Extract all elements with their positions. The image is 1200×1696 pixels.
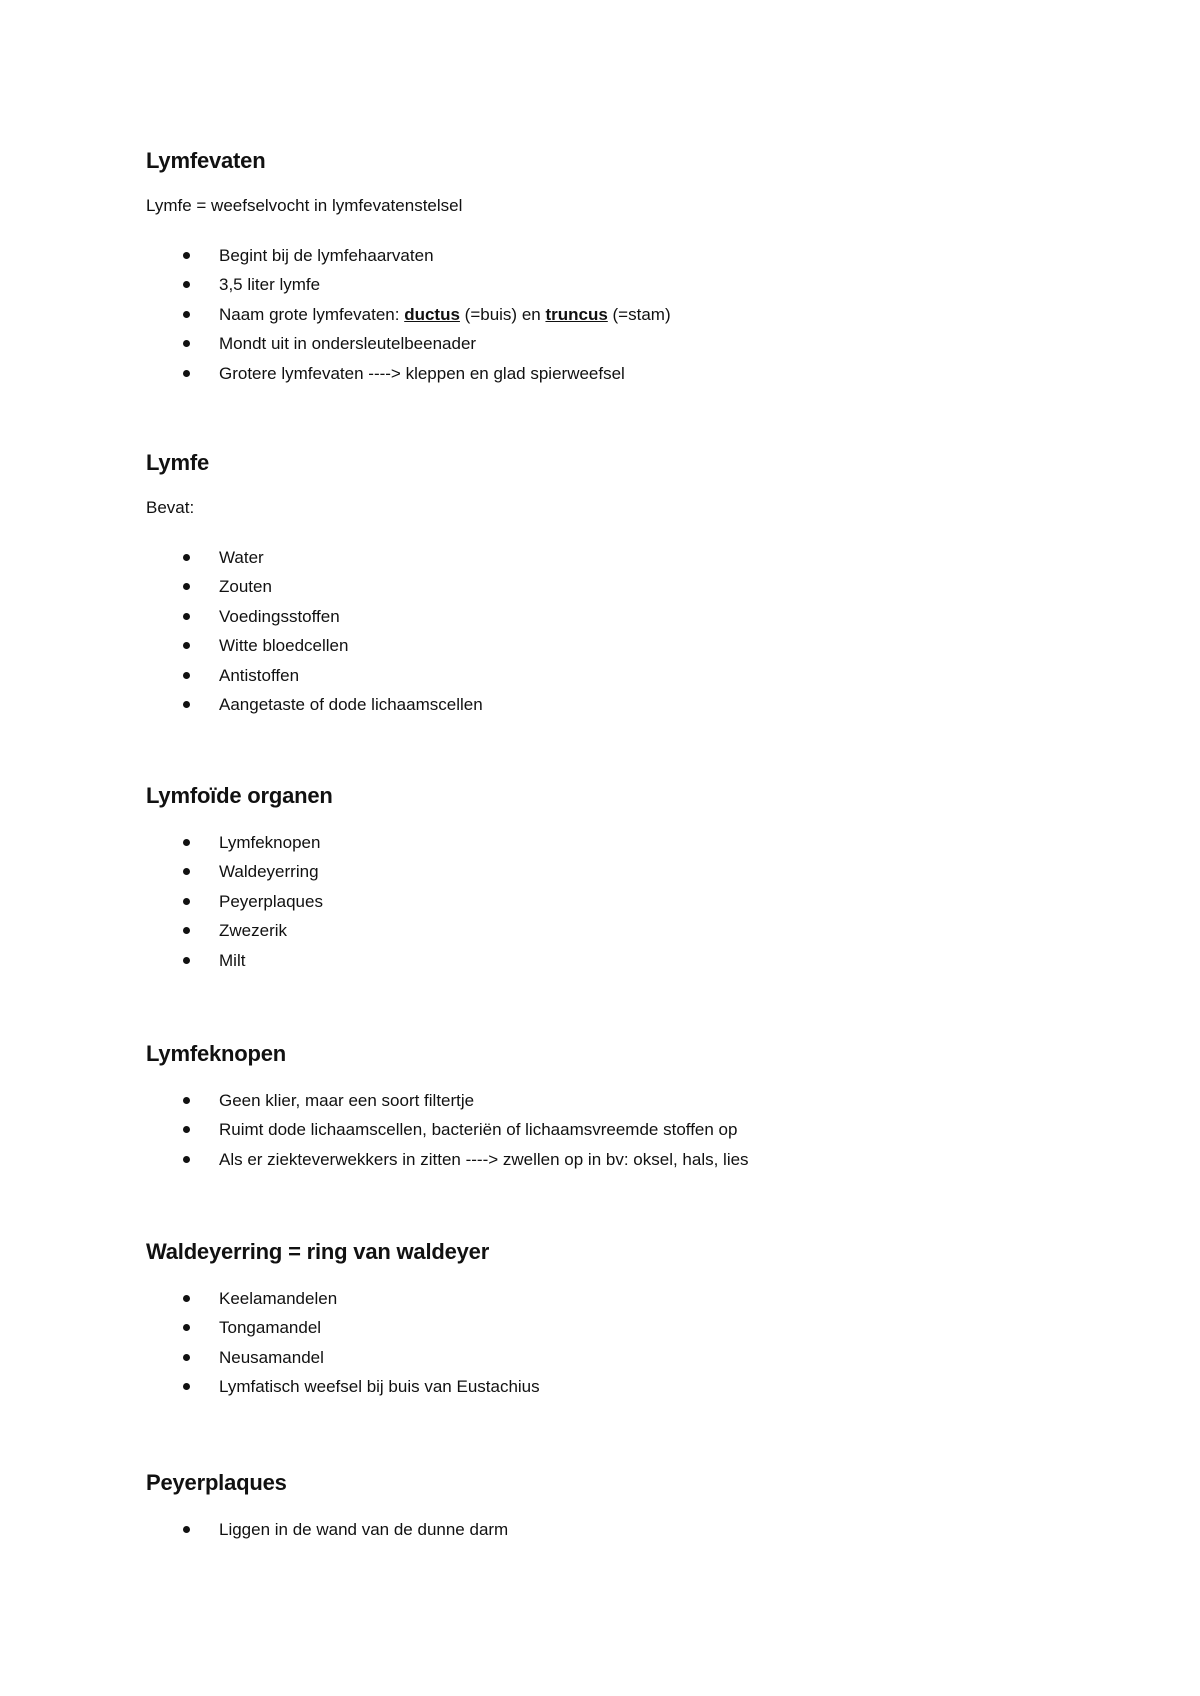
bullet-icon <box>183 701 190 708</box>
section-heading: Peyerplaques <box>146 1470 287 1495</box>
section-heading: Lymfeknopen <box>146 1041 287 1066</box>
list-item: Milt <box>146 946 323 975</box>
bullet-icon <box>183 839 190 846</box>
bullet-icon <box>183 898 190 905</box>
section-waldeyerring <box>146 1238 1126 1397</box>
bullet-icon <box>183 370 190 377</box>
bullet-icon <box>183 1295 190 1302</box>
bullet-icon <box>183 1156 190 1163</box>
bullet-list <box>146 241 671 388</box>
bullet-icon <box>183 613 190 620</box>
term-ductus: ductus <box>404 304 460 324</box>
section-lymfoide-organen <box>146 782 1126 970</box>
section-intro: Lymfe = weefselvocht in lymfevatenstelsel <box>146 196 463 215</box>
section-heading: Lymfevaten <box>146 148 266 173</box>
bullet-list <box>146 1515 508 1544</box>
bullet-icon <box>183 340 190 347</box>
list-item: Keelamandelen <box>146 1284 540 1313</box>
list-item: Geen klier, maar een soort filtertje <box>146 1086 749 1115</box>
bullet-icon <box>183 281 190 288</box>
bullet-icon <box>183 868 190 875</box>
list-item: Neusamandel <box>146 1343 540 1372</box>
bullet-icon <box>183 957 190 964</box>
list-item: Lymfeknopen <box>146 828 323 857</box>
list-item: Zwezerik <box>146 916 323 945</box>
bullet-icon <box>183 1526 190 1533</box>
list-item: Grotere lymfevaten ----> kleppen en glad spierweefsel <box>146 359 671 388</box>
section-heading: Waldeyerring = ring van waldeyer <box>146 1239 490 1264</box>
term-truncus: truncus <box>545 304 608 324</box>
bullet-icon <box>183 311 190 318</box>
list-item: Mondt uit in ondersleutelbeenader <box>146 329 671 358</box>
list-item: Liggen in de wand van de dunne darm <box>146 1515 508 1544</box>
section-heading: Lymfe <box>146 450 209 475</box>
bullet-icon <box>183 1097 190 1104</box>
bullet-icon <box>183 1383 190 1390</box>
list-item: Naam grote lymfevaten: ductus (=buis) en truncus (=stam) <box>146 300 671 329</box>
list-item: Begint bij de lymfehaarvaten <box>146 241 671 270</box>
section-lymfe <box>146 449 1126 714</box>
list-item: Voedingsstoffen <box>146 602 483 631</box>
list-item: Waldeyerring <box>146 857 323 886</box>
list-item: Water <box>146 543 483 572</box>
bullet-list <box>146 828 323 975</box>
section-heading: Lymfoïde organen <box>146 783 333 808</box>
list-item: Lymfatisch weefsel bij buis van Eustachius <box>146 1372 540 1401</box>
bullet-icon <box>183 1126 190 1133</box>
section-intro: Bevat: <box>146 498 195 517</box>
bullet-icon <box>183 927 190 934</box>
list-item: Ruimt dode lichaamscellen, bacteriën of lichaamsvreemde stoffen op <box>146 1115 749 1144</box>
bullet-icon <box>183 252 190 259</box>
bullet-icon <box>183 642 190 649</box>
list-item: 3,5 liter lymfe <box>146 270 671 299</box>
section-lymfevaten <box>146 147 1126 383</box>
list-item: Antistoffen <box>146 661 483 690</box>
list-item: Aangetaste of dode lichaamscellen <box>146 690 483 719</box>
section-lymfeknopen <box>146 1040 1126 1169</box>
list-item: Peyerplaques <box>146 887 323 916</box>
list-item: Tongamandel <box>146 1313 540 1342</box>
bullet-list <box>146 543 483 719</box>
list-item: Als er ziekteverwekkers in zitten ----> zwellen op in bv: oksel, hals, lies <box>146 1145 749 1174</box>
bullet-list <box>146 1086 749 1174</box>
bullet-icon <box>183 1354 190 1361</box>
bullet-icon <box>183 583 190 590</box>
list-item: Zouten <box>146 572 483 601</box>
section-peyerplaques <box>146 1469 1126 1539</box>
bullet-icon <box>183 554 190 561</box>
bullet-icon <box>183 1324 190 1331</box>
list-item: Witte bloedcellen <box>146 631 483 660</box>
bullet-icon <box>183 672 190 679</box>
bullet-list <box>146 1284 540 1402</box>
